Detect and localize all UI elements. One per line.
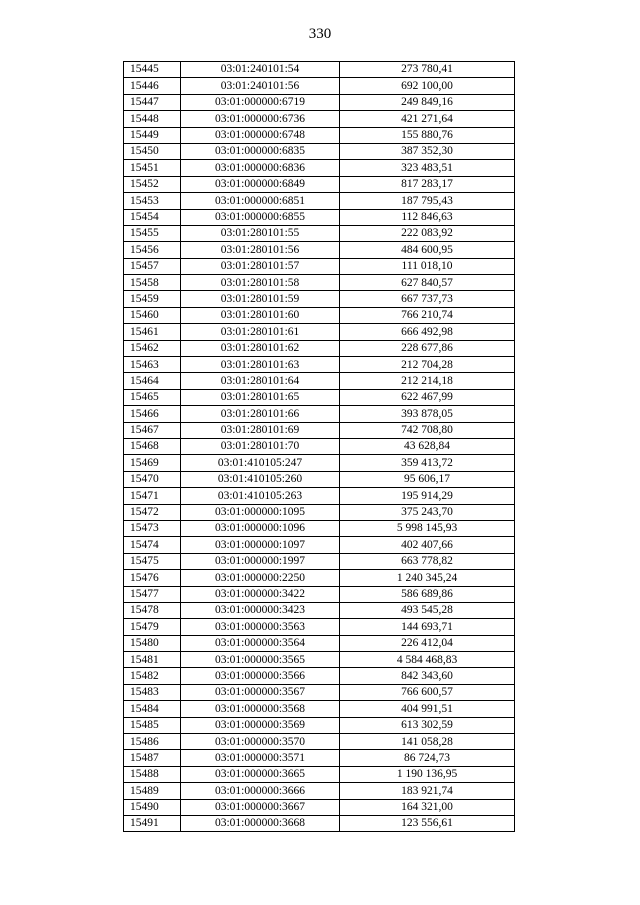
cadastral-number-cell: 03:01:000000:6748	[181, 127, 340, 143]
cadastral-number-cell: 03:01:280101:66	[181, 406, 340, 422]
cadastral-number-cell: 03:01:240101:54	[181, 62, 340, 78]
table-row	[124, 127, 515, 143]
value-cell: 164 321,00	[340, 799, 515, 815]
value-cell: 692 100,00	[340, 78, 515, 94]
row-number-cell: 15468	[124, 438, 181, 454]
row-number-cell: 15469	[124, 455, 181, 471]
value-cell: 421 271,64	[340, 111, 515, 127]
row-number-cell: 15482	[124, 668, 181, 684]
table-row	[124, 62, 515, 78]
cadastral-value-table	[123, 61, 515, 832]
cadastral-number-cell: 03:01:000000:3567	[181, 684, 340, 700]
cadastral-number-cell: 03:01:280101:61	[181, 324, 340, 340]
cadastral-number-cell: 03:01:000000:1097	[181, 537, 340, 553]
cadastral-number-cell: 03:01:280101:62	[181, 340, 340, 356]
table-row	[124, 537, 515, 553]
row-number-cell: 15490	[124, 799, 181, 815]
table-row	[124, 520, 515, 536]
cadastral-number-cell: 03:01:000000:6836	[181, 160, 340, 176]
cadastral-number-cell: 03:01:000000:3423	[181, 602, 340, 618]
value-cell: 273 780,41	[340, 62, 515, 78]
cadastral-number-cell: 03:01:000000:6835	[181, 143, 340, 159]
cadastral-number-cell: 03:01:280101:70	[181, 438, 340, 454]
table-row	[124, 291, 515, 307]
cadastral-number-cell: 03:01:000000:3568	[181, 701, 340, 717]
row-number-cell: 15461	[124, 324, 181, 340]
row-number-cell: 15446	[124, 78, 181, 94]
cadastral-number-cell: 03:01:000000:3566	[181, 668, 340, 684]
row-number-cell: 15478	[124, 602, 181, 618]
cadastral-number-cell: 03:01:000000:3570	[181, 734, 340, 750]
row-number-cell: 15473	[124, 520, 181, 536]
value-cell: 742 708,80	[340, 422, 515, 438]
value-cell: 402 407,66	[340, 537, 515, 553]
row-number-cell: 15466	[124, 406, 181, 422]
value-cell: 387 352,30	[340, 143, 515, 159]
cadastral-number-cell: 03:01:000000:6719	[181, 94, 340, 110]
row-number-cell: 15447	[124, 94, 181, 110]
row-number-cell: 15448	[124, 111, 181, 127]
table-row	[124, 701, 515, 717]
row-number-cell: 15479	[124, 619, 181, 635]
value-cell: 586 689,86	[340, 586, 515, 602]
value-cell: 111 018,10	[340, 258, 515, 274]
table-row	[124, 799, 515, 815]
table-row	[124, 389, 515, 405]
table-row	[124, 455, 515, 471]
row-number-cell: 15452	[124, 176, 181, 192]
table-row	[124, 602, 515, 618]
table-row	[124, 340, 515, 356]
cadastral-number-cell: 03:01:410105:247	[181, 455, 340, 471]
cadastral-number-cell: 03:01:280101:65	[181, 389, 340, 405]
row-number-cell: 15453	[124, 193, 181, 209]
row-number-cell: 15481	[124, 652, 181, 668]
value-cell: 187 795,43	[340, 193, 515, 209]
value-cell: 484 600,95	[340, 242, 515, 258]
cadastral-number-cell: 03:01:280101:64	[181, 373, 340, 389]
table-row	[124, 652, 515, 668]
table-row	[124, 324, 515, 340]
row-number-cell: 15476	[124, 570, 181, 586]
cadastral-number-cell: 03:01:280101:58	[181, 275, 340, 291]
value-cell: 613 302,59	[340, 717, 515, 733]
row-number-cell: 15485	[124, 717, 181, 733]
value-cell: 123 556,61	[340, 815, 515, 831]
value-cell: 195 914,29	[340, 488, 515, 504]
row-number-cell: 15462	[124, 340, 181, 356]
cadastral-number-cell: 03:01:280101:57	[181, 258, 340, 274]
cadastral-number-cell: 03:01:000000:3564	[181, 635, 340, 651]
row-number-cell: 15475	[124, 553, 181, 569]
value-cell: 766 210,74	[340, 307, 515, 323]
row-number-cell: 15454	[124, 209, 181, 225]
row-number-cell: 15480	[124, 635, 181, 651]
row-number-cell: 15467	[124, 422, 181, 438]
page-number: 330	[308, 26, 332, 42]
value-cell: 667 737,73	[340, 291, 515, 307]
row-number-cell: 15463	[124, 357, 181, 373]
table-row	[124, 422, 515, 438]
value-cell: 249 849,16	[340, 94, 515, 110]
value-cell: 183 921,74	[340, 783, 515, 799]
cadastral-number-cell: 03:01:280101:60	[181, 307, 340, 323]
row-number-cell: 15488	[124, 766, 181, 782]
cadastral-number-cell: 03:01:280101:63	[181, 357, 340, 373]
table-row	[124, 111, 515, 127]
table-row	[124, 78, 515, 94]
row-number-cell: 15460	[124, 307, 181, 323]
row-number-cell: 15483	[124, 684, 181, 700]
cadastral-number-cell: 03:01:280101:59	[181, 291, 340, 307]
value-cell: 86 724,73	[340, 750, 515, 766]
table-row	[124, 553, 515, 569]
cadastral-number-cell: 03:01:240101:56	[181, 78, 340, 94]
table-row	[124, 209, 515, 225]
table-row	[124, 783, 515, 799]
value-cell: 766 600,57	[340, 684, 515, 700]
table-row	[124, 406, 515, 422]
row-number-cell: 15489	[124, 783, 181, 799]
table-row	[124, 160, 515, 176]
table-row	[124, 766, 515, 782]
table-row	[124, 619, 515, 635]
cadastral-number-cell: 03:01:000000:3422	[181, 586, 340, 602]
table-row	[124, 242, 515, 258]
row-number-cell: 15456	[124, 242, 181, 258]
row-number-cell: 15471	[124, 488, 181, 504]
table-row	[124, 307, 515, 323]
row-number-cell: 15487	[124, 750, 181, 766]
value-cell: 144 693,71	[340, 619, 515, 635]
value-cell: 1 190 136,95	[340, 766, 515, 782]
row-number-cell: 15491	[124, 815, 181, 831]
cadastral-number-cell: 03:01:000000:3571	[181, 750, 340, 766]
cadastral-number-cell: 03:01:000000:1096	[181, 520, 340, 536]
table-row	[124, 635, 515, 651]
row-number-cell: 15484	[124, 701, 181, 717]
row-number-cell: 15445	[124, 62, 181, 78]
cadastral-number-cell: 03:01:280101:56	[181, 242, 340, 258]
table-row	[124, 717, 515, 733]
cadastral-number-cell: 03:01:000000:3665	[181, 766, 340, 782]
value-cell: 359 413,72	[340, 455, 515, 471]
value-cell: 212 214,18	[340, 373, 515, 389]
row-number-cell: 15451	[124, 160, 181, 176]
value-cell: 222 083,92	[340, 225, 515, 241]
value-cell: 155 880,76	[340, 127, 515, 143]
value-cell: 1 240 345,24	[340, 570, 515, 586]
value-cell: 493 545,28	[340, 602, 515, 618]
table-row	[124, 438, 515, 454]
row-number-cell: 15449	[124, 127, 181, 143]
cadastral-number-cell: 03:01:000000:3668	[181, 815, 340, 831]
table-row	[124, 193, 515, 209]
table-row	[124, 373, 515, 389]
row-number-cell: 15486	[124, 734, 181, 750]
table-body	[124, 62, 515, 832]
row-number-cell: 15455	[124, 225, 181, 241]
value-cell: 622 467,99	[340, 389, 515, 405]
value-cell: 323 483,51	[340, 160, 515, 176]
value-cell: 212 704,28	[340, 357, 515, 373]
cadastral-number-cell: 03:01:000000:6855	[181, 209, 340, 225]
value-cell: 4 584 468,83	[340, 652, 515, 668]
value-cell: 43 628,84	[340, 438, 515, 454]
table-row	[124, 94, 515, 110]
table-row	[124, 143, 515, 159]
value-cell: 817 283,17	[340, 176, 515, 192]
table-row	[124, 734, 515, 750]
value-cell: 5 998 145,93	[340, 520, 515, 536]
cadastral-number-cell: 03:01:280101:69	[181, 422, 340, 438]
row-number-cell: 15477	[124, 586, 181, 602]
table-row	[124, 586, 515, 602]
cadastral-number-cell: 03:01:000000:3667	[181, 799, 340, 815]
table-row	[124, 275, 515, 291]
table-row	[124, 750, 515, 766]
table-row	[124, 488, 515, 504]
row-number-cell: 15464	[124, 373, 181, 389]
table-row	[124, 684, 515, 700]
cadastral-number-cell: 03:01:000000:6849	[181, 176, 340, 192]
cadastral-number-cell: 03:01:410105:263	[181, 488, 340, 504]
row-number-cell: 15459	[124, 291, 181, 307]
row-number-cell: 15470	[124, 471, 181, 487]
cadastral-number-cell: 03:01:000000:6736	[181, 111, 340, 127]
cadastral-number-cell: 03:01:000000:3565	[181, 652, 340, 668]
table-row	[124, 176, 515, 192]
value-cell: 226 412,04	[340, 635, 515, 651]
cadastral-number-cell: 03:01:410105:260	[181, 471, 340, 487]
cadastral-number-cell: 03:01:280101:55	[181, 225, 340, 241]
table-row	[124, 668, 515, 684]
value-cell: 842 343,60	[340, 668, 515, 684]
value-cell: 228 677,86	[340, 340, 515, 356]
value-cell: 663 778,82	[340, 553, 515, 569]
value-cell: 404 991,51	[340, 701, 515, 717]
value-cell: 141 058,28	[340, 734, 515, 750]
table-row	[124, 357, 515, 373]
row-number-cell: 15458	[124, 275, 181, 291]
table-row	[124, 815, 515, 831]
row-number-cell: 15474	[124, 537, 181, 553]
value-cell: 393 878,05	[340, 406, 515, 422]
value-cell: 627 840,57	[340, 275, 515, 291]
cadastral-number-cell: 03:01:000000:3569	[181, 717, 340, 733]
table-row	[124, 258, 515, 274]
value-cell: 375 243,70	[340, 504, 515, 520]
table-row	[124, 225, 515, 241]
row-number-cell: 15450	[124, 143, 181, 159]
row-number-cell: 15472	[124, 504, 181, 520]
cadastral-number-cell: 03:01:000000:6851	[181, 193, 340, 209]
cadastral-number-cell: 03:01:000000:2250	[181, 570, 340, 586]
table-row	[124, 570, 515, 586]
table-row	[124, 471, 515, 487]
row-number-cell: 15457	[124, 258, 181, 274]
table-row	[124, 504, 515, 520]
row-number-cell: 15465	[124, 389, 181, 405]
value-cell: 112 846,63	[340, 209, 515, 225]
value-cell: 666 492,98	[340, 324, 515, 340]
cadastral-number-cell: 03:01:000000:3563	[181, 619, 340, 635]
cadastral-number-cell: 03:01:000000:1095	[181, 504, 340, 520]
value-cell: 95 606,17	[340, 471, 515, 487]
cadastral-number-cell: 03:01:000000:1997	[181, 553, 340, 569]
cadastral-number-cell: 03:01:000000:3666	[181, 783, 340, 799]
